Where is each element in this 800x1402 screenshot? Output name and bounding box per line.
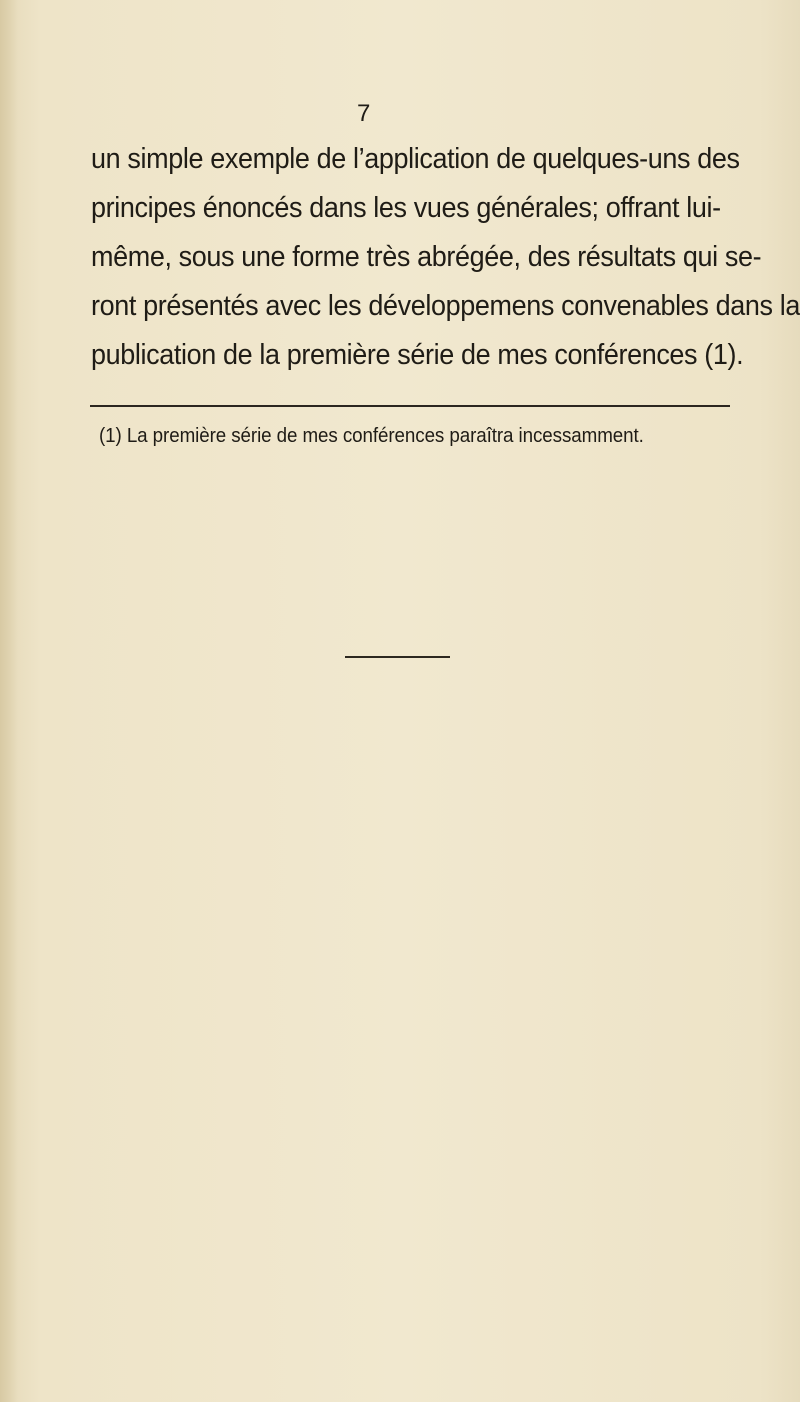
text-line-2: principes énoncés dans les vues générales; offrant lui- — [91, 192, 721, 224]
text-line-1: un simple exemple de l’application de quelques-uns des — [91, 143, 740, 175]
end-rule — [345, 656, 450, 658]
footnote-separator-rule — [90, 405, 730, 407]
page-gutter-shadow — [0, 0, 18, 1402]
text-line-3: même, sous une forme très abrégée, des résultats qui se- — [91, 241, 762, 273]
page-number: 7 — [357, 100, 371, 127]
body-paragraph — [91, 135, 800, 380]
footnote-text: (1) La première série de mes conférences paraîtra incessamment. — [99, 425, 644, 447]
text-line-5: publication de la première série de mes conférences (1). — [91, 339, 744, 371]
text-line-4: ront présentés avec les développemens convenables dans la — [91, 290, 800, 322]
